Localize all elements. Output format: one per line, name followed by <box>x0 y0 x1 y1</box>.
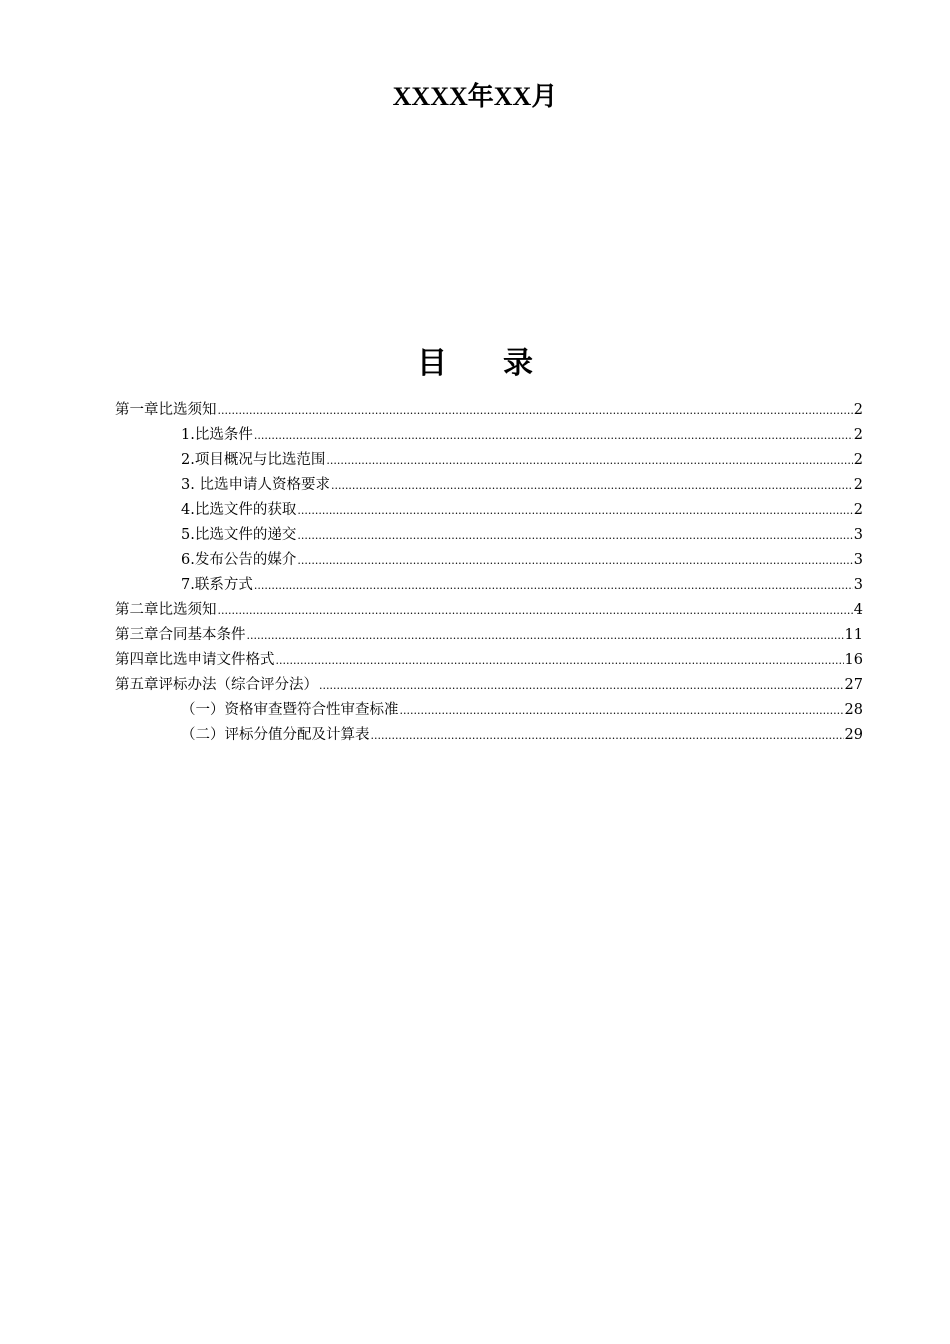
toc-entry-label: 比选文件的获取 <box>194 502 297 518</box>
toc-leader <box>331 473 853 498</box>
toc-entry-number: 1. <box>181 427 195 443</box>
toc-entry-page: 3 <box>853 552 863 568</box>
toc-entry[interactable] <box>115 723 863 748</box>
toc-title-char-2: 录 <box>503 346 533 381</box>
toc-entry[interactable] <box>115 598 863 623</box>
toc-leader <box>400 698 844 723</box>
toc-entry-number: 第二章 <box>115 602 159 618</box>
toc-entry-page: 2 <box>853 452 863 468</box>
toc-entry[interactable] <box>115 623 863 648</box>
toc-entry-number: 第四章 <box>115 652 159 668</box>
toc-entry[interactable] <box>115 648 863 673</box>
toc-entry[interactable] <box>115 673 863 698</box>
toc-entry-page: 3 <box>853 527 863 543</box>
toc-entry-number: 第五章 <box>115 677 159 693</box>
toc-entry-label: 比选文件的递交 <box>194 527 297 543</box>
toc-entry-number: 4. <box>181 502 195 518</box>
toc-leader <box>276 648 844 673</box>
toc-title-char-1: 目 <box>417 346 447 381</box>
toc-entry-number: 第三章 <box>115 627 159 643</box>
toc-leader <box>218 398 853 423</box>
table-of-contents <box>115 398 863 748</box>
toc-entry-page: 2 <box>853 402 863 418</box>
toc-entry-page: 2 <box>853 477 863 493</box>
toc-leader <box>297 498 852 523</box>
toc-entry-page: 11 <box>844 627 863 643</box>
toc-entry-label: 比选须知 <box>158 602 217 618</box>
toc-entry-label: 合同基本条件 <box>158 627 246 643</box>
toc-entry[interactable] <box>115 448 863 473</box>
toc-leader <box>371 723 844 748</box>
toc-entry-label: 比选须知 <box>158 402 217 418</box>
toc-entry-label: （二）评标分值分配及计算表 <box>181 727 370 743</box>
toc-leader <box>254 423 853 448</box>
toc-entry-label: 联系方式 <box>194 577 253 593</box>
toc-entry-label: 比选申请文件格式 <box>158 652 275 668</box>
toc-entry-label: 评标办法（综合评分法） <box>158 677 318 693</box>
toc-entry[interactable] <box>115 398 863 423</box>
toc-leader <box>297 523 852 548</box>
toc-entry-label: 比选条件 <box>194 427 253 443</box>
toc-leader <box>218 598 853 623</box>
toc-leader <box>247 623 844 648</box>
toc-entry[interactable] <box>115 698 863 723</box>
toc-entry-number: 第一章 <box>115 402 159 418</box>
toc-leader <box>319 673 844 698</box>
toc-leader <box>297 548 852 573</box>
toc-entry-page: 3 <box>853 577 863 593</box>
toc-entry-page: 16 <box>844 652 863 668</box>
toc-entry-number: 6. <box>181 552 195 568</box>
document-date: XXXX年XX月 <box>392 82 558 111</box>
toc-title <box>0 338 950 382</box>
toc-entry-label: 项目概况与比选范围 <box>194 452 326 468</box>
toc-entry[interactable] <box>115 523 863 548</box>
toc-entry[interactable] <box>115 573 863 598</box>
toc-entry[interactable] <box>115 498 863 523</box>
toc-entry-page: 2 <box>853 502 863 518</box>
toc-entry-label: 发布公告的媒介 <box>194 552 297 568</box>
toc-leader <box>254 573 853 598</box>
toc-leader <box>326 448 852 473</box>
toc-entry[interactable] <box>115 423 863 448</box>
toc-entry-page: 2 <box>853 427 863 443</box>
toc-entry-label: （一）资格审查暨符合性审查标准 <box>181 702 399 718</box>
toc-entry[interactable] <box>115 548 863 573</box>
toc-entry-number: 2. <box>181 452 195 468</box>
toc-entry-page: 29 <box>844 727 863 743</box>
toc-entry-number: 5. <box>181 527 195 543</box>
toc-entry-page: 4 <box>853 602 863 618</box>
toc-entry-page: 27 <box>844 677 863 693</box>
toc-entry[interactable] <box>115 473 863 498</box>
toc-entry-number: 7. <box>181 577 195 593</box>
toc-entry-label: 3. 比选申请人资格要求 <box>181 477 330 493</box>
toc-entry-page: 28 <box>844 702 863 718</box>
